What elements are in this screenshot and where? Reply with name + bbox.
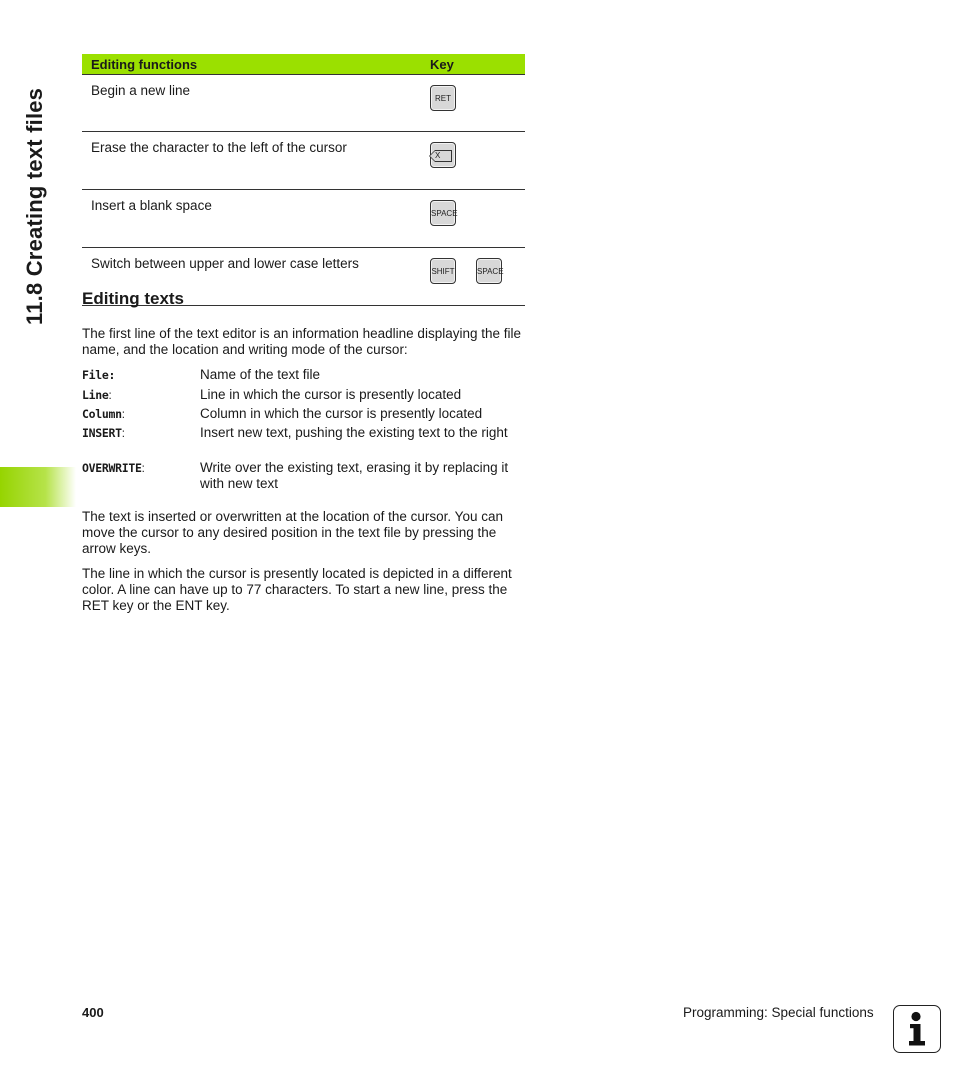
- definition-description: Column in which the cursor is presently located: [200, 406, 483, 421]
- definition-description: Insert new text, pushing the existing text to the right: [200, 425, 508, 440]
- key-cell: [421, 132, 525, 190]
- function-description: Begin a new line: [82, 75, 421, 132]
- key-cell: [421, 190, 525, 248]
- function-description: Insert a blank space: [82, 190, 421, 248]
- function-description: Erase the character to the left of the cursor: [82, 132, 421, 190]
- definition-description: Name of the text file: [200, 367, 321, 382]
- section-title: Editing texts: [82, 289, 185, 308]
- definition-term: OVERWRITE:: [82, 461, 145, 475]
- page-number: 400: [82, 1005, 104, 1020]
- footer-chapter: Programming: Special functions: [683, 1005, 874, 1020]
- table-row: [82, 132, 525, 190]
- definition-description: Write over the existing text, erasing it by replacing it with new text: [200, 460, 509, 491]
- space-key-icon: SPACE: [430, 200, 456, 226]
- key-cell: [421, 248, 525, 306]
- header-key: Key: [421, 54, 525, 75]
- intro-paragraph: The first line of the text editor is an information headline displaying the file name, and the location and writing mode of the cursor:: [82, 326, 521, 357]
- definition-description: Line in which the cursor is presently located: [200, 387, 462, 402]
- line-length-paragraph: The line in which the cursor is presently located is depicted in a different color. A line can have up to 77 characters. To start a new line, press the RET key or the ENT key.: [82, 566, 512, 613]
- backspace-key-icon: [430, 142, 456, 168]
- chapter-side-title: 11.8 Creating text files: [22, 87, 47, 325]
- definition-term: File:: [82, 368, 116, 382]
- key-cell: [421, 75, 525, 132]
- cursor-paragraph: The text is inserted or overwritten at the location of the cursor. You can move the cursor to any desired position in the text file by pressing the arrow keys.: [82, 509, 503, 556]
- function-description: Switch between upper and lower case letters: [82, 248, 421, 306]
- table-row: [82, 190, 525, 248]
- space-key-icon: SPACE: [476, 258, 502, 284]
- chapter-tab-marker: [0, 467, 76, 507]
- header-editing-functions: Editing functions: [82, 54, 421, 75]
- info-icon: [893, 1005, 941, 1053]
- definition-term: INSERT:: [82, 426, 125, 440]
- table-header-row: [82, 54, 525, 75]
- table-row: [82, 75, 525, 132]
- shift-key-icon: SHIFT: [430, 258, 456, 284]
- backspace-key-label: X: [435, 151, 441, 160]
- definition-term: Column:: [82, 407, 125, 421]
- editing-functions-table: [82, 54, 525, 306]
- ret-key-icon: RET: [430, 85, 456, 111]
- definition-term: Line:: [82, 388, 112, 402]
